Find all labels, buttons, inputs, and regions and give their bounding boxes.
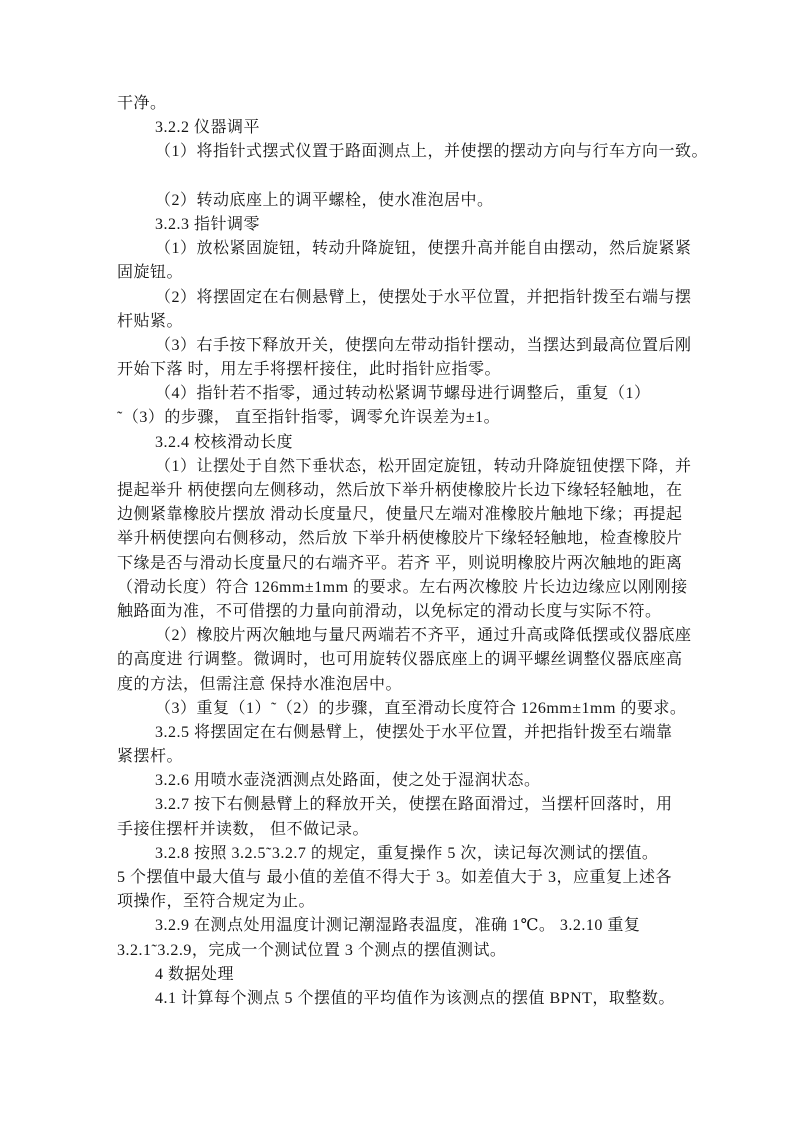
text-line: 3.2.3 指针调零 (155, 215, 261, 233)
text-line: ˜（3）的步骤， 直至指针指零，调零允许误差为±1。 (117, 409, 501, 427)
text-line: 干净。 (117, 95, 167, 112)
text-line: 3.2.4 校核滑动长度 (155, 433, 294, 451)
text-line: 4.1 计算每个测点 5 个摆值的平均值作为该测点的摆值 BPNT，取整数。 (155, 989, 675, 1007)
text-line: 3.2.1˜3.2.9，完成一个测试位置 3 个测点的摆值测试。 (117, 941, 507, 959)
text-line: （1）放松紧固旋钮，转动升降旋钮，使摆升高并能自由摆动，然后旋紧紧 (155, 240, 692, 258)
text-line: （2）橡胶片两次触地与量尺两端若不齐平，通过升高或降低摆或仪器底座 (155, 627, 692, 645)
text-line: 3.2.2 仪器调平 (155, 119, 261, 137)
text-line: 3.2.6 用喷水壶浇洒测点处路面，使之处于湿润状态。 (155, 772, 541, 790)
text-line: 4 数据处理 (155, 965, 235, 983)
text-line: 3.2.8 按照 3.2.5˜3.2.7 的规定，重复操作 5 次，读记每次测试的摆值。 (155, 844, 659, 862)
text-line: 紧摆杆。 (117, 748, 184, 766)
text-line (117, 165, 709, 189)
text-line: （2）将摆固定在右侧悬臂上，使摆处于水平位置，并把指针拨至右端与摆 (155, 288, 692, 306)
text-line: 3.2.5 将摆固定在右侧悬臂上，使摆处于水平位置，并把指针拨至右端靠 (155, 723, 673, 741)
text-line: （1）让摆处于自然下垂状态，松开固定旋钮，转动升降旋钮使摆下降，并 (155, 457, 692, 475)
text-line: 5 个摆值中最大值与 最小值的差值不得大于 3。如差值大于 3，应重复上述各 (117, 869, 673, 886)
document-text-block (117, 92, 709, 1011)
text-line: 下缘是否与滑动长度量尺的右端齐平。若齐 平，则说明橡胶片两次触地的距离 (117, 554, 683, 572)
text-line: （3）重复（1）˜（2）的步骤，直至滑动长度符合 126mm±1mm 的要求。 (155, 699, 687, 717)
text-line: 固旋钮。 (117, 264, 184, 282)
text-line: 开始下落 时，用左手将摆杆接住，此时指针应指零。 (117, 361, 502, 379)
text-line: （滑动长度）符合 126mm±1mm 的要求。左右两次橡胶 片长边边缘应以刚刚接 (117, 578, 688, 596)
text-line: 举升柄使摆向右侧移动，然后放 下举升柄使橡胶片下缘轻轻触地，检查橡胶片 (117, 530, 683, 548)
text-line: 度的方法，但需注意 保持水准泡居中。 (117, 675, 403, 693)
text-line: 杆贴紧。 (117, 312, 184, 330)
text-line: 的高度进 行调整。微调时，也可用旋转仪器底座上的调平螺丝调整仪器底座高 (117, 651, 683, 669)
text-line: （1）将指针式摆式仪置于路面测点上，并使摆的摆动方向与行车方向一致。 (155, 143, 709, 161)
text-line: 手接住摆杆并读数， 但不做记录。 (117, 820, 370, 838)
text-line: （2）转动底座上的调平螺栓，使水准泡居中。 (155, 191, 494, 209)
text-line: 3.2.7 按下右侧悬臂上的释放开关，使摆在路面滑过，当摆杆回落时，用 (155, 796, 673, 814)
text-line: （3）右手按下释放开关，使摆向左带动指针摆动，当摆达到最高位置后刚 (155, 336, 692, 354)
text-line: 项操作，至符合规定为止。 (117, 893, 316, 911)
text-line: （4）指针若不指零，通过转动松紧调节螺母进行调整后，重复（1） (155, 385, 651, 403)
text-line: 触路面为准，不可借摆的力量向前滑动，以免标定的滑动长度与实际不符。 (117, 602, 662, 620)
text-line: 3.2.9 在测点处用温度计测记潮湿路表温度，准确 1℃。 3.2.10 重复 (155, 917, 641, 935)
text-line: 边侧紧靠橡胶片摆放 滑动长度量尺，使量尺左端对准橡胶片触地下缘；再提起 (117, 506, 683, 524)
text-line: 提起举升 柄使摆向左侧移动，然后放下举升柄使橡胶片长边下缘轻轻触地，在 (117, 482, 683, 499)
